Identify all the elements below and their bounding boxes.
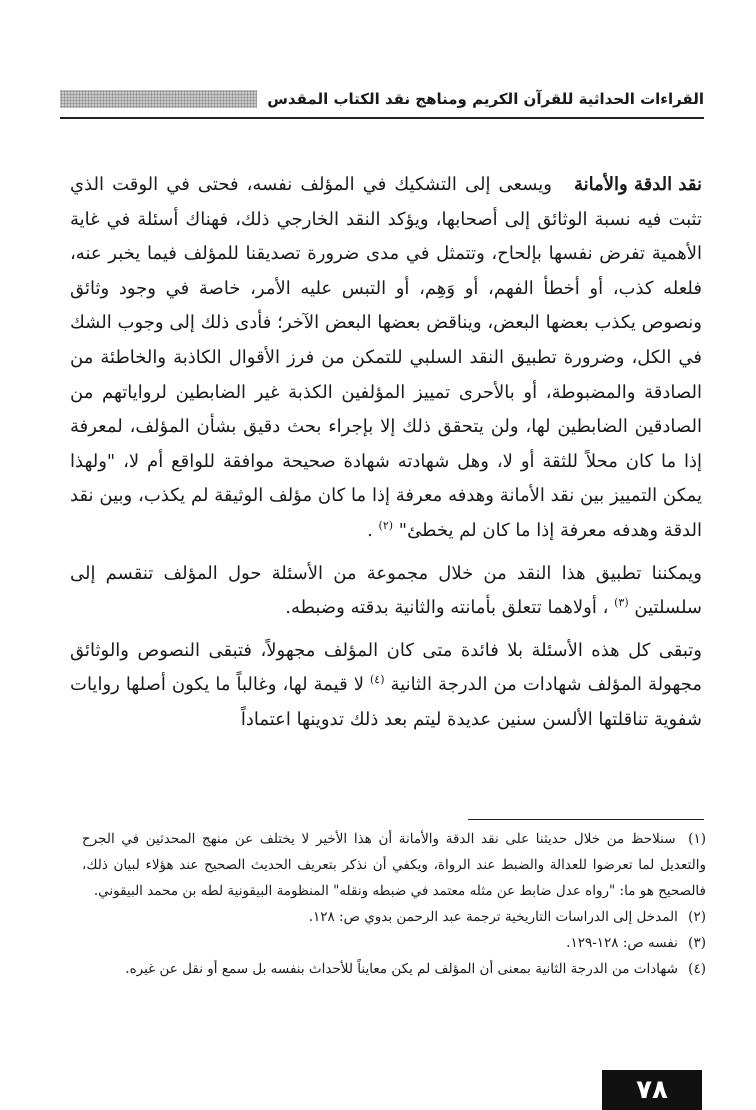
paragraph-1-end: . bbox=[367, 519, 373, 541]
main-text bbox=[70, 168, 702, 738]
section-side-title: نقد الدقة والأمانة bbox=[573, 174, 702, 195]
paragraph-1-text: ويسعى إلى التشكيك في المؤلف نفسه، فحتى في الوقت الذي تثبت فيه نسبة الوثائق إلى أصحابها، ويؤكد النقد الخارجي ذلك، فهناك أسئلة في غاية الأهمية تفرض نفسها بإلحاح، وتتمثل في مدى ضرورة تصديقنا للمؤلف فيما يخبر عنه، فلعله كذب، أو أخطأ الفهم، أو وَهِم، أو التبس عليه الأمر، خاصة في وجود وثائق ونصوص يكذب بعضها البعض، ويناقض بعضها البعض الآخر؛ فأدى ذلك إلى وجوب الشك في الكل، وضرورة تطبيق النقد السلبي للتمكن من فرز الأقوال الكاذبة والخاطئة من الصادقة والمضبوطة، أو بالأحرى تمييز المؤلفين الكذبة غير الضابطين لرواياتهم من الصادقين الضابطين لها، ولن يتحقق ذلك إلا بإجراء بحث دقيق بشأن المؤلف، لمعرفة إذا ما كان محلاً للثقة أو لا، وهل شهادته شهادة صحيحة موافقة للواقع أم لا، "ولهذا يمكن التمييز بين نقد الأمانة وهدفه معرفة إذا ما كان مؤلف الوثيقة لم يكذب، وبين نقد الدقة وهدفه معرفة إذا ما كان لم يخطئ" bbox=[70, 174, 702, 541]
paragraph-3-text-a: وتبقى كل هذه الأسئلة بلا فائدة متى كان المؤلف مجهولاً، فتبقى النصوص والوثائق مجهولة المؤلف شهادات من الدرجة الثانية bbox=[70, 639, 702, 696]
footnote-text: نفسه ص: ١٢٨-١٢٩. bbox=[566, 935, 678, 951]
paragraph-1 bbox=[70, 168, 702, 549]
footnote-number: (٢) bbox=[688, 909, 706, 925]
footnote-text: سنلاحظ من خلال حديثنا على نقد الدقة والأمانة أن هذا الأخير لا يختلف عن منهج المحدثين في الجرح والتعديل لما تعرضوا للعدالة والضبط عند الرواة، ويكفي أن نذكر بتعريف الحديث الصحيح عند هؤلاء لبيان ذلك، فالصحيح هو ما: "رواه عدل ضابط عن مثله معتمد في ضبطه ونقله" المنظومة البيقونية لطه بن محمد البيقوني. bbox=[82, 831, 706, 899]
paragraph-3-text-b: لا قيمة لها، وغالباً ما يكون أصلها روايات شفوية تناقلتها الألسن سنين عديدة ليتم بعد ذلك تدوينها اعتماداً bbox=[70, 674, 702, 730]
footnote-text: شهادات من الدرجة الثانية بمعنى أن المؤلف لم يكن معايناً للأحداث بنفسه بل سمع أو نقل عن غيره. bbox=[125, 961, 678, 977]
footnotes bbox=[82, 826, 706, 982]
footnote-2 bbox=[82, 904, 706, 930]
paragraph-2-text-a: ويمكننا تطبيق هذا النقد من خلال مجموعة من الأسئلة حول المؤلف تنقسم إلى سلسلتين bbox=[70, 562, 702, 619]
footnote-4 bbox=[82, 956, 706, 982]
footnote-text: المدخل إلى الدراسات التاريخية ترجمة عبد الرحمن بدوي ص: ١٢٨. bbox=[308, 909, 678, 925]
paragraph-2 bbox=[70, 557, 702, 626]
footnote-ref-4[interactable]: (٤) bbox=[370, 673, 385, 687]
footnote-number: (٤) bbox=[688, 961, 706, 977]
footnote-ref-3[interactable]: (٣) bbox=[614, 596, 629, 610]
running-header-title: القراءات الحداثية للقرآن الكريم ومناهج نقد الكتاب المقدس bbox=[267, 90, 704, 108]
page-number: ٧٨ bbox=[602, 1070, 702, 1110]
footnote-ref-2[interactable]: (٢) bbox=[378, 518, 394, 532]
paragraph-3 bbox=[70, 634, 702, 738]
paragraph-2-text-b: ، أولاهما تتعلق بأمانته والثانية بدقته وضبطه. bbox=[285, 597, 609, 619]
header-decorative-band bbox=[60, 90, 257, 108]
footnote-number: (١) bbox=[688, 831, 706, 847]
footnote-1 bbox=[82, 826, 706, 904]
footnote-number: (٣) bbox=[688, 935, 706, 951]
footnote-3 bbox=[82, 930, 706, 956]
running-header bbox=[60, 86, 704, 112]
footnote-separator bbox=[468, 819, 704, 820]
header-rule bbox=[60, 117, 704, 119]
